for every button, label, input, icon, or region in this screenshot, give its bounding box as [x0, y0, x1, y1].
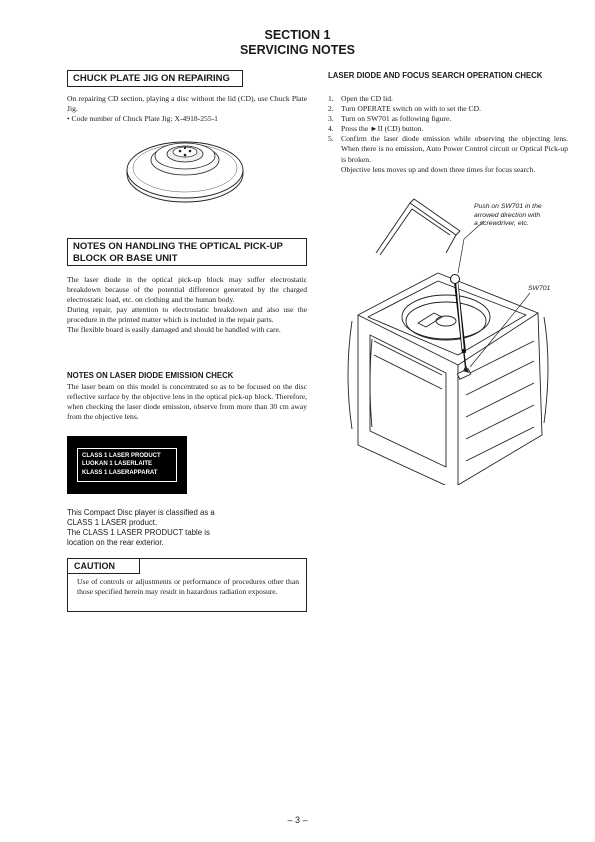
step-item: 5. Confirm the laser diode emission while observing the objecting lens. When there is no emission, Auto Power Control circuit or Optical Pick-up is broken. [328, 134, 568, 164]
focus-check-heading: LASER DIODE AND FOCUS SEARCH OPERATION CHECK [328, 71, 543, 80]
laser-label-line1: CLASS 1 LASER PRODUCT [82, 453, 161, 459]
chuck-line1: On repairing CD section, playing a disc without the lid (CD), use Chuck Plate Jig. [67, 94, 307, 114]
class-note-line2: CLASS 1 LASER product. [67, 518, 158, 527]
step-item: 4. Press the ►II (CD) button. [328, 124, 424, 134]
caution-text: Use of controls or adjustments or performance of procedures other than those specified herein may result in hazardous radiation exposure. [77, 577, 299, 597]
laser-label-line2: LUOKAN 1 LASERLAITE [82, 461, 153, 468]
optical-heading: NOTES ON HANDLING THE OPTICAL PICK-UP BLOCK OR BASE UNIT [67, 238, 307, 266]
chuck-line2: • Code number of Chuck Plate Jig: X-4918-255-1 [67, 114, 218, 124]
chuck-plate-jig-figure [125, 130, 245, 205]
optical-p3: The flexible board is easily damaged and should be handled with care. [67, 325, 281, 335]
focus-check-note: Objective lens moves up and down three times for focus search. [341, 164, 536, 174]
emission-heading: NOTES ON LASER DIODE EMISSION CHECK [67, 371, 234, 380]
chuck-text [67, 94, 307, 124]
optical-p2: During repair, pay attention to electrostatic breakdown and also use the procedure in the printed matter which is included in the repair parts. [67, 305, 307, 325]
step-item: 3. Turn on SW701 as following figure. [328, 114, 452, 124]
callout-sw701: SW701 [528, 285, 551, 292]
section-number: SECTION 1 [264, 28, 331, 42]
step-item: 1. Open the CD lid. [328, 94, 393, 103]
page-title: SERVICING NOTES [239, 43, 356, 57]
class-note-line1: This Compact Disc player is classified as a [67, 508, 215, 517]
optical-text [67, 275, 307, 336]
caution-heading: CAUTION [68, 559, 140, 574]
optical-p1: The laser diode in the optical pick-up block may suffer electrostatic breakdown because of the potential difference generated by the charged electrostatic load, etc. on clothing and the human body. [67, 275, 307, 305]
focus-check-steps [328, 94, 568, 175]
callout-push-sw701: Push on SW701 in the arrowed direction with a screwdriver, etc. [474, 203, 542, 227]
page-number: – 3 – [287, 815, 308, 825]
cd-player-figure [338, 195, 574, 485]
emission-text: The laser beam on this model is concentrated so as to be focused on the disc reflective surface by the objective lens in the optical pick-up block. Therefore, when checking the laser diode emission, observe from more than 30 cm away from the objective lens. [67, 382, 307, 422]
step-item: 2. Turn OPERATE switch on with to set the CD. [328, 104, 481, 114]
chuck-heading: CHUCK PLATE JIG ON REPAIRING [67, 70, 243, 87]
laser-label [67, 436, 187, 494]
laser-label-line3: KLASS 1 LASERAPPARAT [82, 469, 158, 476]
class-note-line3: The CLASS 1 LASER PRODUCT table is [67, 528, 210, 537]
class-note-line4: location on the rear exterior. [67, 538, 164, 547]
caution-box [67, 558, 307, 612]
class-note [67, 508, 287, 548]
